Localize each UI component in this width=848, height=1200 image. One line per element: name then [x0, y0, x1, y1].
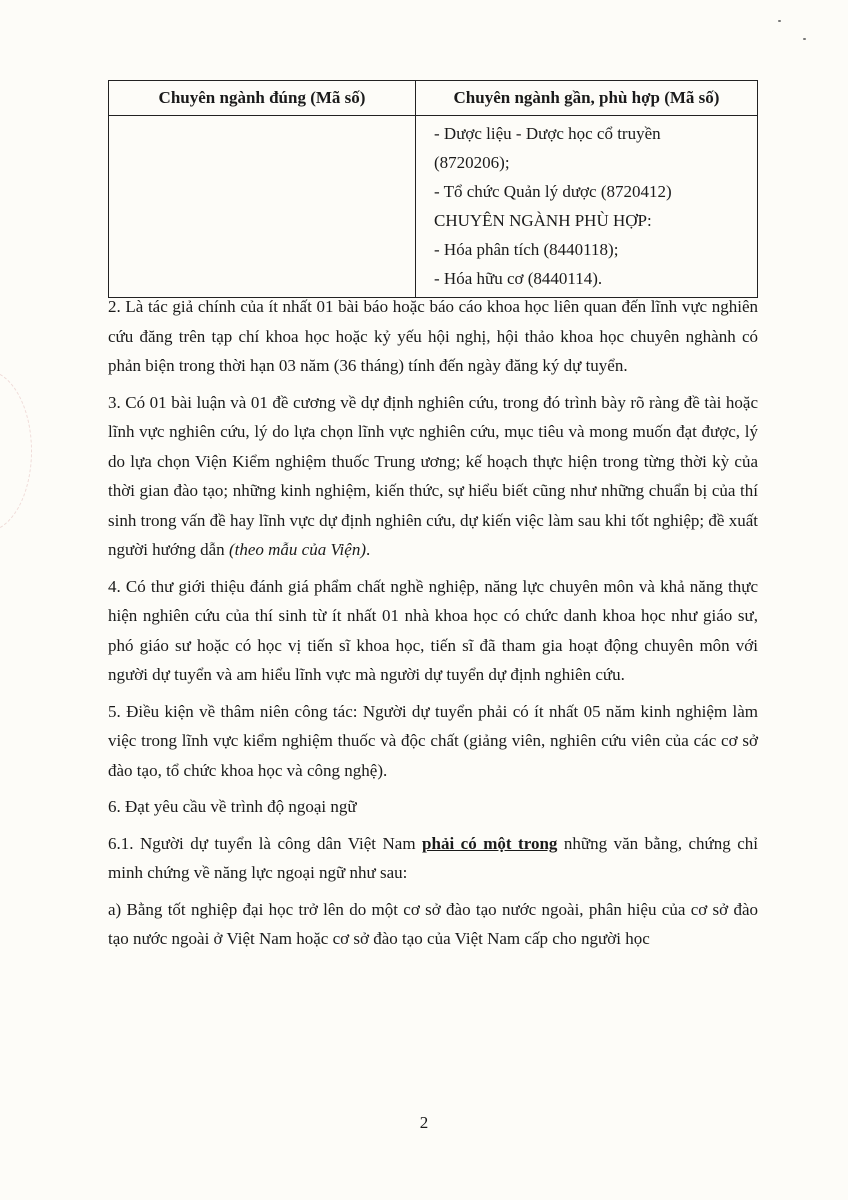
- table-line: - Dược liệu - Dược học cổ truyền: [434, 124, 661, 143]
- paragraph-4: 4. Có thư giới thiệu đánh giá phẩm chất nghề nghiệp, năng lực chuyên môn và khả năng thực hiện nghiên cứu của thí sinh từ ít nhất 01 nhà khoa học có chức danh khoa học như giáo sư, phó giáo sư hoặc có học vị tiến sĩ khoa học, tiến sĩ đã tham gia hoạt động chuyên môn với người dự tuyển và am hiểu lĩnh vực mà người dự tuyển dự định nghiên cứu.: [108, 576, 758, 684]
- table-line: - Tổ chức Quản lý dược (8720412): [434, 182, 672, 201]
- paragraph-5: 5. Điều kiện về thâm niên công tác: Người dự tuyển phải có ít nhất 05 năm kinh nghiệm làm việc trong lĩnh vực kiểm nghiệm thuốc và độc chất (giảng viên, nghiên cứu viên của các cơ sở đào tạo, tổ chức khoa học và công nghệ).: [108, 701, 758, 780]
- table-row: [109, 116, 758, 298]
- header-correct-major: Chuyên ngành đúng (Mã số): [109, 81, 416, 116]
- paragraph-6-1-text: 6.1. Người dự tuyển là công dân Việt Nam: [108, 833, 423, 853]
- scan-speck: [778, 20, 781, 22]
- paragraph-6-1-bold: phải có một trong: [422, 833, 558, 853]
- paragraph-3-italic: (theo mẫu của Viện): [228, 540, 366, 559]
- paragraph-3: [108, 388, 758, 565]
- page-number: 2: [419, 1113, 429, 1132]
- paragraph-2: 2. Là tác giả chính của ít nhất 01 bài báo hoặc báo cáo khoa học liên quan đến lĩnh vực nghiên cứu đăng trên tạp chí khoa học hoặc kỷ yếu hội nghị, hội thảo khoa học chuyên nghành có phản biện trong thời hạn 03 năm (36 tháng) tính đến ngày đăng ký dự tuyển.: [108, 297, 758, 375]
- table-line: - Hóa hữu cơ (8440114).: [434, 269, 603, 288]
- paragraph-3-text: 3. Có 01 bài luận và 01 đề cương về dự định nghiên cứu, trong đó trình bày rõ ràng đề tài hoặc lĩnh vực nghiên cứu, lý do lựa chọn lĩnh vực nghiên cứu, mục tiêu và mong muốn đạt được, lý do lựa chọn Viện Kiểm nghiệm thuốc Trung ương; kế hoạch thực hiện trong từng thời kỳ của thời gian đào tạo; những kinh nghiệm, kiến thức, sự hiểu biết cũng như những chuẩn bị của thí sinh trong vấn đề hay lĩnh vực dự định nghiên cứu, dự kiến việc làm sau khi tốt nghiệp; đề xuất người hướng dẫn: [108, 392, 758, 559]
- header-related-major: Chuyên ngành gần, phù hợp (Mã số): [416, 81, 758, 116]
- table-cell-related: [416, 116, 758, 298]
- table-line: CHUYÊN NGÀNH PHÙ HỢP:: [434, 211, 652, 230]
- table-line: - Hóa phân tích (8440118);: [434, 240, 619, 259]
- stamp-trace: [0, 370, 32, 532]
- paragraph-6-1: [108, 829, 758, 888]
- table-header-row: [109, 81, 758, 116]
- body-text: [108, 292, 758, 961]
- major-table: [108, 80, 758, 298]
- paragraph-6: 6. Đạt yêu cầu về trình độ ngoại ngữ: [108, 797, 357, 816]
- table-line: (8720206);: [434, 153, 510, 172]
- paragraph-3-end: .: [366, 540, 371, 559]
- table-cell-empty: [109, 116, 416, 298]
- paragraph-a: a) Bằng tốt nghiệp đại học trở lên do một cơ sở đào tạo nước ngoài, phân hiệu của cơ sở đào tạo nước ngoài ở Việt Nam hoặc cơ sở đào tạo của Việt Nam cấp cho người học: [108, 899, 758, 948]
- scan-speck: [803, 38, 806, 40]
- paragraph-6-1-rest: những văn bằng, chứng chỉ minh chứng về năng lực ngoại ngữ như sau:: [108, 833, 758, 882]
